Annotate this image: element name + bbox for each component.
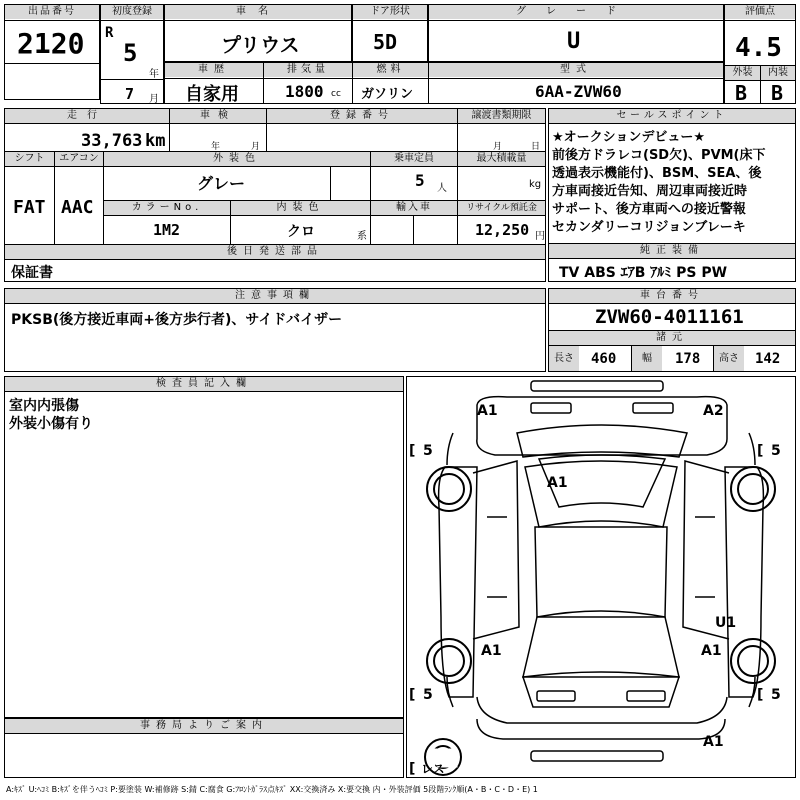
history-row (164, 62, 724, 104)
chassis-box (548, 288, 796, 372)
width-label: 幅 (632, 346, 662, 371)
later-parts-value: 保証書 (11, 265, 53, 281)
displacement-label: 排気量 (264, 63, 352, 77)
sales-point-box (548, 108, 796, 282)
office-box (4, 718, 404, 778)
mark-rear-bumper: A1 (703, 734, 724, 750)
chassis-label: 車台番号 (549, 289, 795, 303)
ext-color-value: グレー (197, 174, 246, 193)
tire-bracket-fl: [ (409, 443, 416, 459)
sales-point-label: セールスポイント (549, 109, 795, 123)
ext-color-label: 外装色 (104, 152, 370, 166)
tire-bracket-rr: [ (757, 687, 764, 703)
load-unit: kg (529, 179, 542, 190)
interior-label: 内装 (761, 66, 795, 80)
load-label: 最大積載量 (458, 152, 545, 166)
notes-value: PKSB(後方接近車両+後方歩行者)、サイドバイザー (11, 312, 343, 328)
grade-box (428, 4, 724, 62)
int-color-value: クロ (287, 224, 315, 240)
later-parts-label: 後日発送部品 (5, 245, 545, 259)
transfer-label: 譲渡書類期限 (458, 109, 545, 123)
spare-bracket: [ (409, 761, 416, 777)
score-value: 4.5 (735, 33, 782, 63)
tire-bracket-rl: [ (409, 687, 416, 703)
mark-hood: A1 (547, 475, 568, 491)
mark-front-right: A2 (703, 403, 724, 419)
month-value: 7 (125, 85, 135, 103)
shift-value: FAT (13, 197, 46, 218)
spec-block (4, 108, 546, 282)
lot-number: 2120 (17, 27, 85, 60)
spare-tire-value: レス (421, 762, 445, 776)
sales-line-3: 透過表示機能付)、BSM、SEA、後 (552, 166, 762, 181)
score-label: 評価点 (725, 5, 795, 19)
sales-line-1: ★オークションデビュー★ (552, 130, 706, 145)
door-label: ドア形状 (353, 5, 427, 19)
regnum-label: 登録番号 (267, 109, 457, 123)
displacement-unit: cc (331, 89, 341, 99)
model-label: 型式 (429, 63, 723, 77)
inspection-month: 月 (251, 142, 261, 152)
ac-label: エアコン (55, 152, 103, 166)
tire-depth-fl: 5 (423, 443, 433, 459)
history-value: 自家用 (185, 84, 239, 105)
car-name-label: 車名 (165, 5, 351, 19)
import-label: 輸入車 (371, 201, 457, 215)
score-box (724, 4, 796, 104)
recycle-label: リサイクル預託金 (458, 201, 545, 215)
mileage-value: 33,763 (81, 131, 143, 151)
notes-label: 注意事項欄 (5, 289, 545, 303)
mileage-label: 走行 (5, 109, 169, 123)
notes-box (4, 288, 546, 372)
width-value: 178 (675, 351, 701, 367)
month-unit: 月 (149, 94, 159, 105)
history-label: 車歴 (165, 63, 263, 77)
capacity-unit: 人 (437, 183, 447, 194)
dimensions-label: 諸元 (549, 331, 795, 345)
tire-depth-fr: 5 (771, 443, 781, 459)
mark-rear-right-door: U1 (715, 615, 737, 631)
legend: A:ｷｽﾞ U:ﾍｺﾐ B:ｷｽﾞを伴うﾍｺﾐ P:要塗装 W:補修跡 S:錆 C:腐食 G:ﾌﾛﾝﾄｶﾞﾗｽ点ｷｽﾞ XX:交換済み X:要交換 内・外装評価 5段階ﾗﾝｸ順(A・B・C・D・E) 1 (6, 785, 538, 794)
equipment-value: TV ABS ｴｱB ｱﾙﾐ PS PW (559, 265, 728, 281)
year-value: 5 (123, 39, 138, 67)
length-label: 長さ (549, 346, 579, 371)
displacement-value: 1800 (285, 82, 324, 101)
recycle-value: 12,250 (475, 221, 530, 239)
chassis-value: ZVW60-4011161 (595, 306, 744, 328)
int-color-label: 内装色 (231, 201, 370, 215)
office-label: 事務局よりご案内 (5, 719, 403, 733)
color-no-value: 1M2 (153, 221, 181, 239)
height-value: 142 (755, 351, 781, 367)
year-unit: 年 (149, 69, 159, 80)
damage-diagram (406, 376, 796, 778)
recycle-unit: 円 (535, 231, 545, 242)
sales-line-6: セカンダリーコリジョンブレーキ (552, 220, 746, 235)
lot-box (4, 4, 100, 100)
grade-value: U (567, 29, 581, 54)
mark-rear-right: A1 (701, 643, 722, 659)
era: R (105, 25, 114, 41)
tire-depth-rr: 5 (771, 687, 781, 703)
inspection-label: 車検 (170, 109, 266, 123)
inspector-box (4, 376, 404, 718)
transfer-month: 月 (493, 142, 503, 152)
model-value: 6AA-ZVW60 (535, 82, 622, 101)
lot-label: 出品番号 (5, 5, 99, 19)
fuel-label: 燃料 (353, 63, 428, 77)
sales-line-5: サポート、後方車両への接近警報 (552, 202, 746, 217)
door-box (352, 4, 428, 62)
shift-label: シフト (5, 152, 54, 166)
tire-bracket-fr: [ (757, 443, 764, 459)
transfer-day: 日 (531, 142, 541, 152)
inspector-line-1: 室内内張傷 (9, 398, 79, 414)
inspector-line-2: 外装小傷有り (9, 416, 93, 432)
capacity-value: 5 (415, 171, 425, 190)
mark-front-left: A1 (477, 403, 498, 419)
mark-rear-left: A1 (481, 643, 502, 659)
car-name: プリウス (221, 33, 300, 57)
sales-line-2: 前後方ドラレコ(SD欠)、PVM(床下 (552, 148, 766, 163)
interior-value: B (771, 81, 784, 105)
capacity-label: 乗車定員 (371, 152, 457, 166)
exterior-value: B (735, 81, 748, 105)
grade-label: グレード (429, 5, 723, 19)
height-label: 高さ (714, 346, 744, 371)
inspector-label: 検査員記入欄 (5, 377, 403, 391)
car-name-box (164, 4, 352, 62)
equipment-label: 純正装備 (549, 244, 795, 258)
car-outline (407, 377, 795, 777)
first-reg-box (100, 4, 164, 104)
int-color-unit: 系 (357, 231, 367, 242)
mileage-unit: km (145, 131, 166, 151)
fuel-value: ガソリン (361, 87, 414, 102)
tire-depth-rl: 5 (423, 687, 433, 703)
sales-line-4: 方車両接近告知、周辺車両接近時 (552, 184, 748, 199)
inspection-year: 年 (211, 142, 221, 152)
door-value: 5D (373, 30, 398, 54)
ac-value: AAC (61, 197, 94, 218)
first-reg-label: 初度登録 (101, 5, 163, 19)
color-no-label: カラーNo. (104, 201, 230, 215)
length-value: 460 (591, 351, 617, 367)
exterior-label: 外装 (725, 66, 760, 80)
